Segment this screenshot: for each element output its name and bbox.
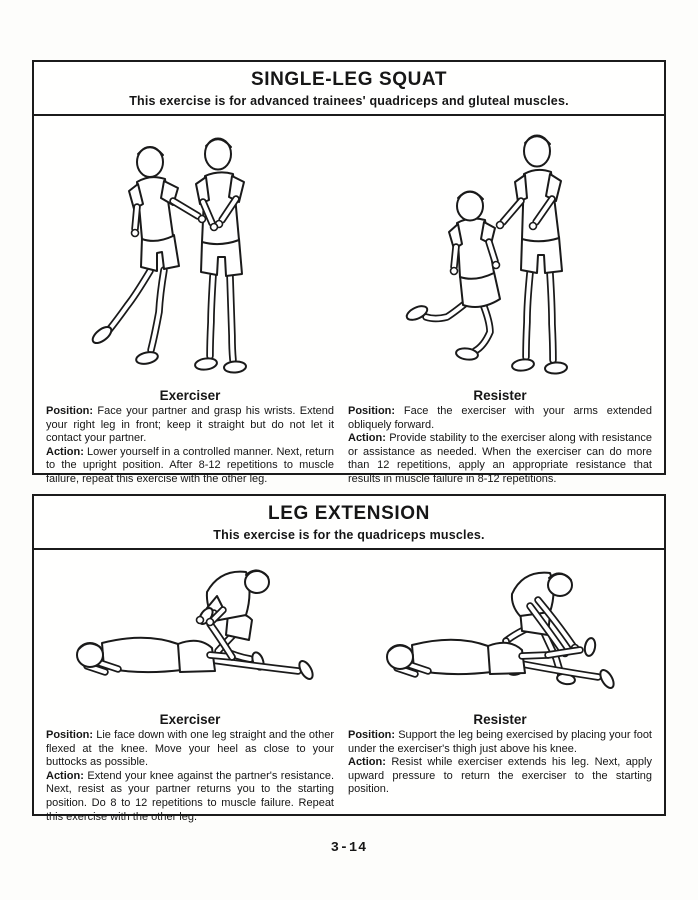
section-header bbox=[34, 62, 664, 116]
exerciser-figure bbox=[77, 606, 315, 681]
position-paragraph bbox=[46, 729, 334, 770]
position-text: Support the leg being exercised by placing your foot under the exerciser's thigh just above his knee. bbox=[348, 729, 652, 755]
section-subtitle: This exercise is for the quadriceps muscles. bbox=[213, 528, 485, 542]
exerciser-column bbox=[46, 118, 334, 487]
action-label: Action: bbox=[46, 769, 84, 782]
position-label: Position: bbox=[348, 405, 396, 417]
role-label-exerciser: Exerciser bbox=[159, 388, 221, 403]
exerciser-figure bbox=[387, 637, 616, 690]
exercise-section-leg-extension bbox=[32, 494, 666, 823]
action-label: Action: bbox=[46, 445, 84, 458]
section-title: LEG EXTENSION bbox=[268, 503, 430, 524]
action-text: Lower yourself in a controlled manner. Next, return to the upright position. After 8-12 repetitions to muscle failure, repeat this exercise with the other leg. bbox=[46, 445, 334, 485]
resister-figure bbox=[194, 139, 246, 374]
exerciser-figure bbox=[405, 192, 500, 361]
exerciser-column bbox=[46, 552, 334, 824]
section-subtitle: This exercise is for advanced trainees' quadriceps and gluteal muscles. bbox=[129, 94, 569, 108]
resister-instructions bbox=[348, 405, 652, 487]
action-paragraph bbox=[46, 770, 334, 824]
section-body bbox=[34, 116, 664, 487]
action-text: Extend your knee against the partner's resistance. Next, resist as your partner returns you to the starting position. Do 8 to 12 repetitions to muscle failure. Repeat this exercise with the other leg. bbox=[46, 769, 334, 823]
page-number: 3-14 bbox=[330, 841, 368, 856]
illustration-wrap bbox=[80, 118, 300, 384]
illustration-wrap bbox=[370, 552, 630, 708]
action-paragraph bbox=[348, 432, 652, 486]
position-label: Position: bbox=[46, 729, 94, 741]
position-paragraph bbox=[348, 729, 652, 756]
action-label: Action: bbox=[348, 432, 386, 445]
resister-column bbox=[348, 118, 652, 487]
single-leg-squat-start-illustration bbox=[80, 124, 300, 384]
leg-extension-resist-illustration bbox=[60, 558, 320, 708]
action-paragraph bbox=[348, 756, 652, 797]
action-paragraph bbox=[46, 446, 334, 487]
position-label: Position: bbox=[348, 729, 396, 741]
single-leg-squat-down-illustration bbox=[390, 124, 610, 384]
position-paragraph bbox=[348, 405, 652, 432]
role-label-resister: Resister bbox=[473, 388, 527, 403]
resister-column bbox=[348, 552, 652, 824]
exerciser-instructions bbox=[46, 729, 334, 824]
position-text: Face your partner and grasp his wrists. Extend your right leg in front; keep it straight but do not let it contact your partner. bbox=[46, 405, 334, 445]
leg-extension-return-illustration bbox=[370, 558, 630, 708]
section-body bbox=[34, 550, 664, 824]
role-label-resister: Resister bbox=[473, 712, 527, 727]
illustration-wrap bbox=[60, 552, 320, 708]
exercise-section-single-leg-squat bbox=[32, 60, 666, 485]
resister-instructions bbox=[348, 729, 652, 797]
position-label: Position: bbox=[46, 405, 94, 417]
position-text: Lie face down with one leg straight and the other flexed at the knee. Move your heel as close to your buttocks as possible. bbox=[46, 729, 335, 769]
illustration-wrap bbox=[390, 118, 610, 384]
position-text: Face the exerciser with your arms extended obliquely forward. bbox=[348, 405, 652, 431]
action-text: Resist while exerciser extends his leg. Next, apply upward pressure to return the exerciser to the starting position. bbox=[348, 756, 652, 796]
section-title: SINGLE-LEG SQUAT bbox=[250, 69, 448, 90]
action-label: Action: bbox=[348, 756, 386, 769]
section-header bbox=[34, 496, 664, 550]
exerciser-instructions bbox=[46, 405, 334, 487]
exerciser-figure bbox=[90, 147, 206, 366]
position-paragraph bbox=[46, 405, 334, 446]
resister-figure bbox=[497, 136, 568, 375]
role-label-exerciser: Exerciser bbox=[159, 712, 221, 727]
action-text: Provide stability to the exerciser along with resistance or assistance as needed. When the exerciser can do more than 12 repetitions, apply an appropriate resistance that results in muscle failure in 8-12 repetitions. bbox=[348, 432, 652, 485]
